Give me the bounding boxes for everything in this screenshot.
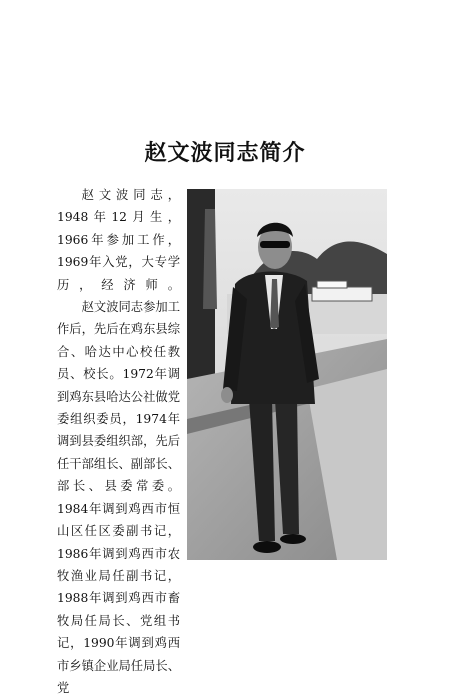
- bio-paragraph-1: 赵文波同志，1948年12月生，1966年参加工作，1969年入党，大专学历，经济师。: [57, 188, 180, 292]
- photo-boat-cabin: [317, 281, 347, 288]
- photo-boat: [312, 287, 372, 301]
- photo-lamp-post: [203, 209, 217, 309]
- portrait-photo: [187, 189, 387, 560]
- bio-paragraph-2: 赵文波同志参加工作后，先后在鸡东县综合、哈达中心校任教员、校长。1972年调到鸡东县哈达公社做党委组织委员，1974年调到县委组织部，先后任干部组长、副部长、部长、县委常委。1984年调到鸡西市恒山区任区委副书记，1986年调到鸡西市农牧渔业局任副书记，1988年调到鸡西市畜牧局任局长、党组书记，1990年调到鸡西市乡镇企业局任局长、党: [57, 300, 180, 695]
- portrait-photo-drawing: [187, 189, 387, 560]
- photo-man-shoe-right: [280, 534, 306, 544]
- photo-man-sunglasses: [260, 241, 290, 248]
- biography-text: [57, 184, 180, 699]
- page-title: 赵文波同志简介: [144, 140, 306, 166]
- photo-man-hand: [221, 387, 233, 403]
- photo-man-shoe-left: [253, 541, 281, 553]
